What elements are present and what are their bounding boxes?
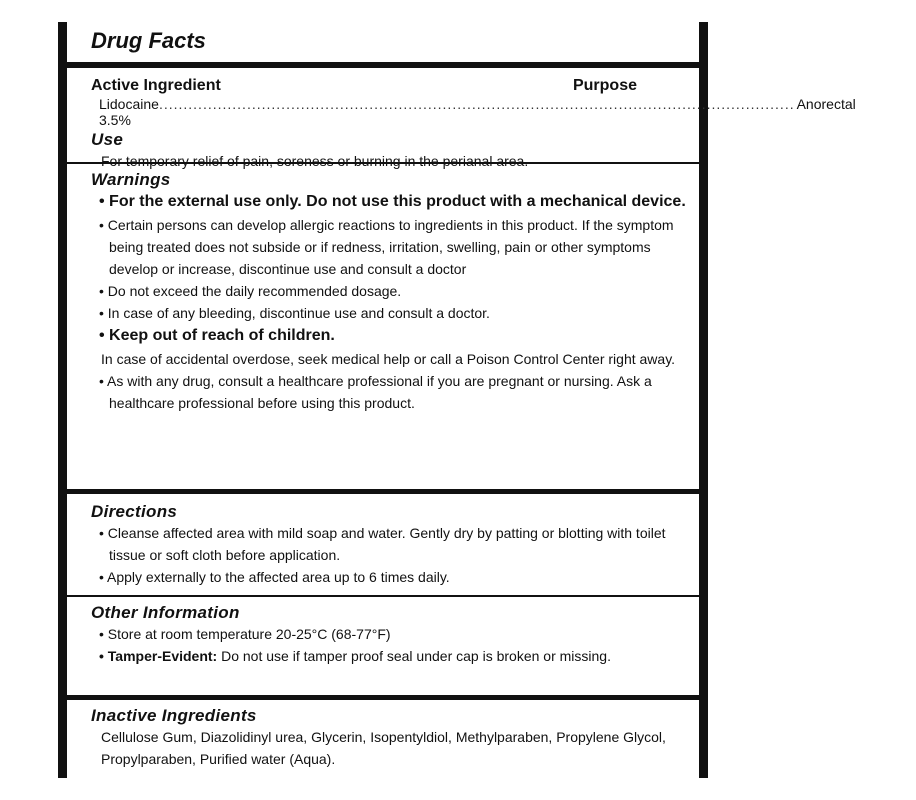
warnings-list bbox=[91, 190, 687, 414]
active-ingredient-section bbox=[67, 68, 856, 169]
use-text: For temporary relief of pain, soreness or burning in the perianal area. bbox=[101, 153, 529, 169]
active-header-row bbox=[91, 76, 687, 96]
other-list bbox=[91, 623, 687, 667]
list-item: • In case of any bleeding, discontinue use and consult a doctor. bbox=[99, 305, 490, 321]
list-item bbox=[91, 645, 687, 667]
list-item: • Store at room temperature 20-25°C (68-77°F) bbox=[99, 626, 391, 642]
other-information-section bbox=[67, 597, 699, 700]
page-title: Drug Facts bbox=[91, 28, 206, 53]
list-item: • Apply externally to the affected area up to 6 times daily. bbox=[99, 569, 450, 585]
purpose-heading: Purpose bbox=[572, 77, 637, 94]
list-item: • Keep out of reach of children. bbox=[99, 327, 335, 344]
leader-dots: .................................................................................................................................. bbox=[158, 96, 795, 112]
title-area bbox=[67, 22, 699, 68]
list-item: • For the external use only. Do not use this product with a mechanical device. bbox=[99, 193, 686, 210]
list-item: • Do not exceed the daily recommended dosage. bbox=[99, 283, 402, 299]
list-item: In case of accidental overdose, seek medical help or call a Poison Control Center right away. bbox=[101, 351, 676, 367]
inactive-ingredients-section bbox=[67, 700, 699, 770]
ingredient-name: Lidocaine 3.5% bbox=[99, 96, 159, 128]
inactive-ingredients-heading: Inactive Ingredients bbox=[91, 706, 257, 725]
list-item: • Cleanse affected area with mild soap and water. Gently dry by patting or blotting with toilet tissue or soft cloth before application. bbox=[99, 525, 666, 563]
active-ingredient-heading: Active Ingredient bbox=[91, 77, 221, 94]
tamper-evident-label: • Tamper-Evident: bbox=[99, 648, 218, 664]
drug-facts-panel bbox=[58, 22, 856, 778]
directions-heading: Directions bbox=[91, 502, 178, 521]
directions-list bbox=[91, 522, 687, 588]
list-item: • Certain persons can develop allergic reactions to ingredients in this product. If the symptom being treated does not subside or if redness, irritation, swelling, pain or other symptoms develop or increase, discontinue use and consult a doctor bbox=[99, 217, 674, 277]
other-information-heading: Other Information bbox=[91, 603, 240, 622]
ingredient-purpose: Anorectal bbox=[796, 96, 856, 112]
warnings-section bbox=[67, 164, 699, 494]
list-item: • As with any drug, consult a healthcare professional if you are pregnant or nursing. Ask a healthcare professional before using this product. bbox=[99, 373, 652, 411]
inactive-ingredients-text: Cellulose Gum, Diazolidinyl urea, Glycerin, Isopentyldiol, Methylparaben, Propylene Glycol, Propylparaben, Purified water (Aqua). bbox=[101, 729, 666, 767]
use-heading: Use bbox=[91, 130, 124, 149]
warnings-heading: Warnings bbox=[91, 170, 171, 189]
directions-section bbox=[67, 494, 699, 597]
ingredient-row bbox=[91, 96, 856, 128]
tamper-evident-text: Do not use if tamper proof seal under cap is broken or missing. bbox=[217, 648, 611, 664]
